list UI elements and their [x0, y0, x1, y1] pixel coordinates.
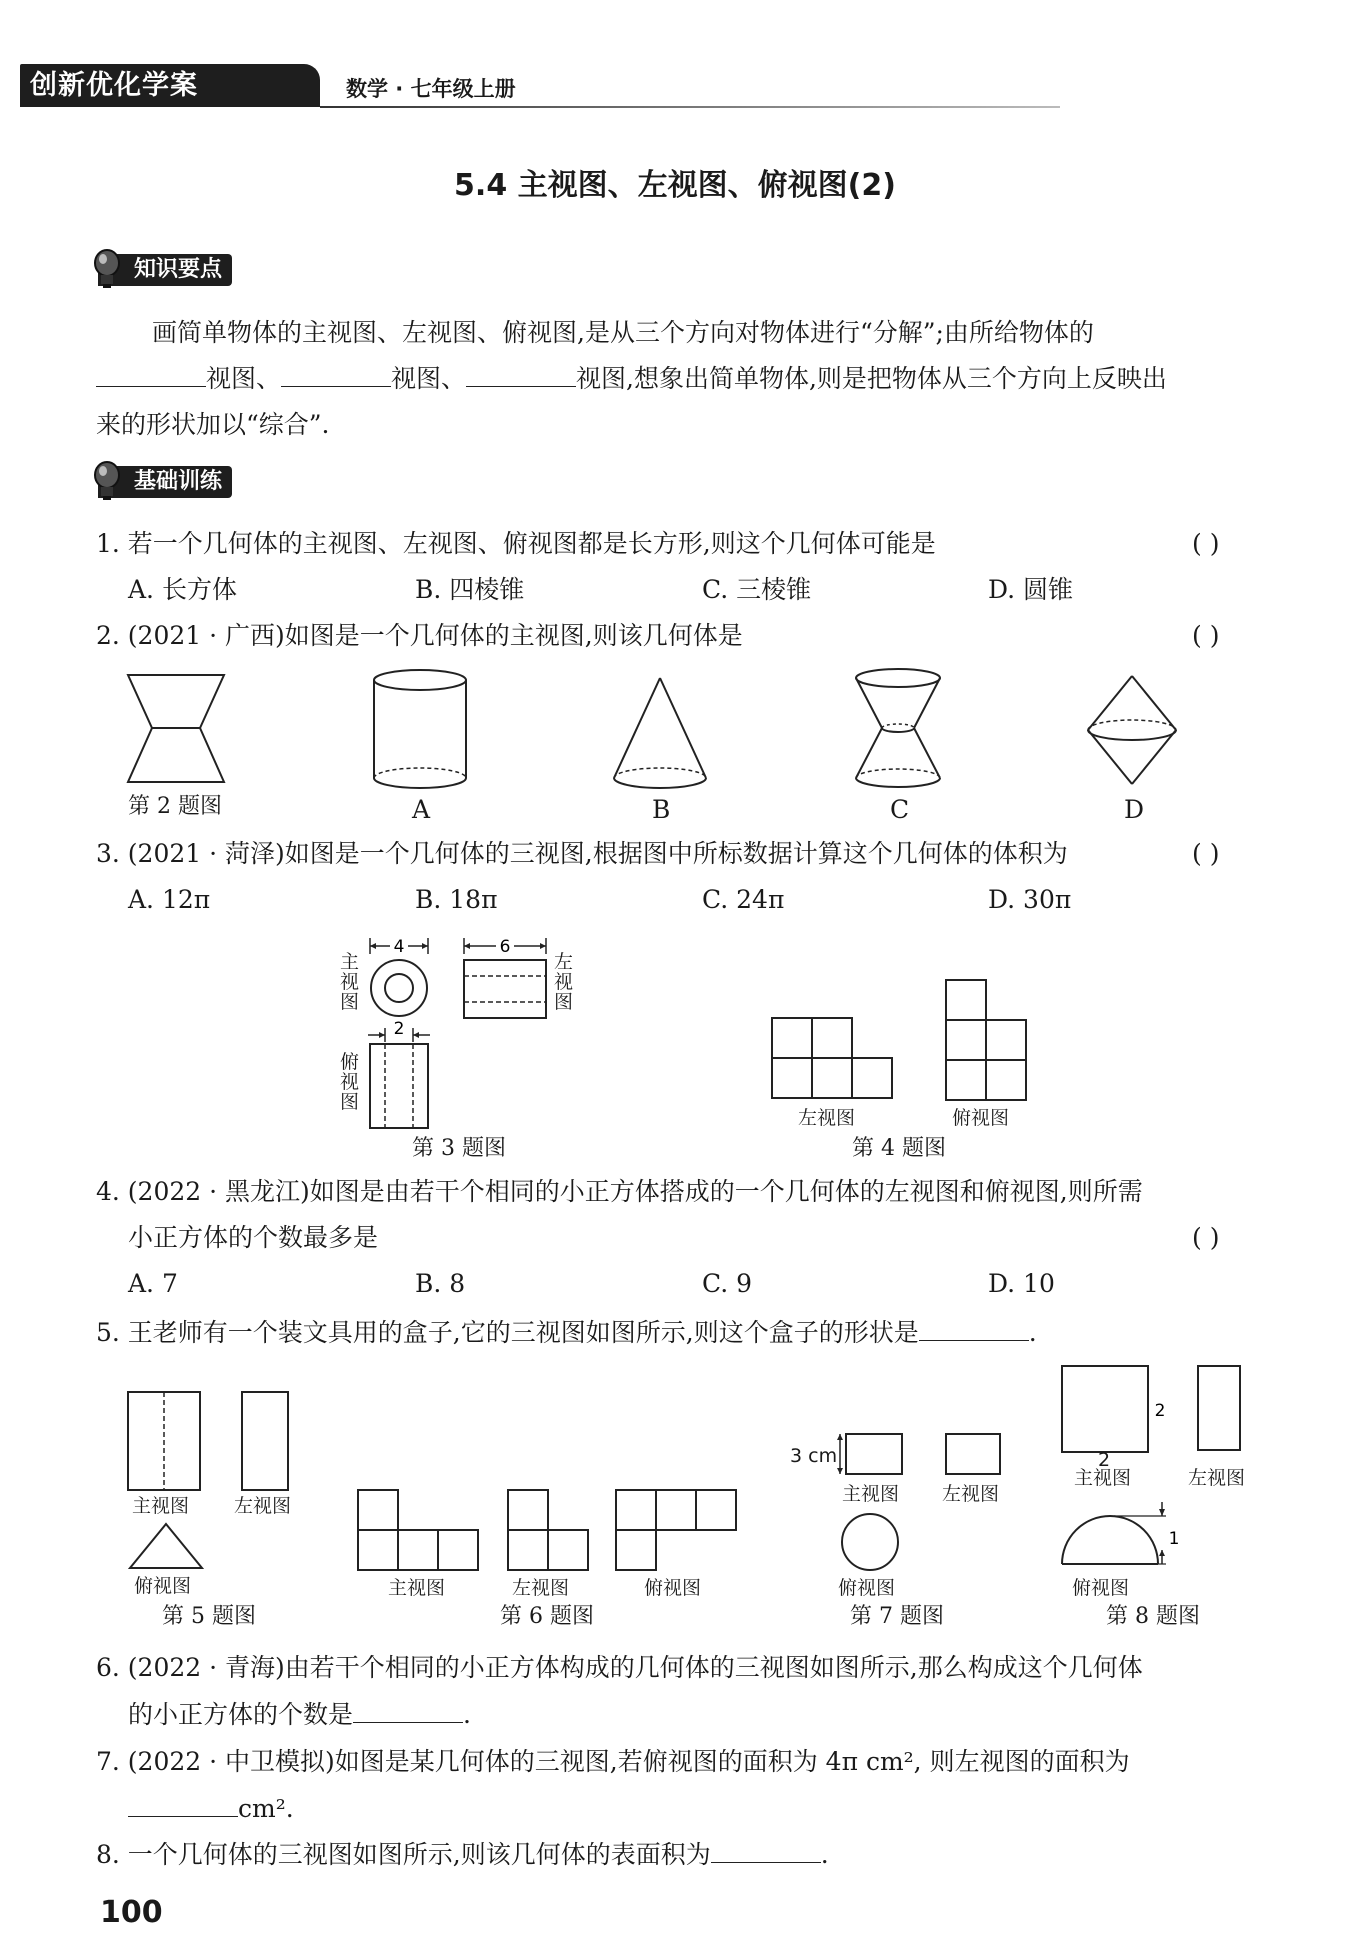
question-1-stem: 1. 若一个几何体的主视图、左视图、俯视图都是长方形,则这个几何体可能是 [96, 529, 936, 558]
question-8-text: 8. 一个几何体的三视图如图所示,则该几何体的表面积为 [96, 1840, 711, 1869]
q7-main-view-label: 主视图 [842, 1483, 900, 1505]
q8-top-view-label: 俯视图 [1072, 1577, 1130, 1599]
q6-top-view-label: 俯视图 [644, 1577, 702, 1599]
q2-front-view-figure [120, 670, 230, 790]
q2-option-d-double-cone [1084, 672, 1180, 788]
q3-top-view-figure [364, 1019, 434, 1132]
q3-top-view-label: 俯视图 [340, 1051, 360, 1113]
q8-main-view-label: 主视图 [1074, 1467, 1132, 1489]
answer-blank[interactable] [919, 1312, 1029, 1341]
q3-main-view-label: 主视图 [340, 951, 360, 1013]
q2-option-a-cylinder [370, 668, 470, 792]
q4-figure-caption: 第 4 题图 [852, 1136, 946, 1161]
q3-main-view-figure [364, 932, 434, 1022]
q3-dim-4: 4 [393, 937, 405, 957]
question-4-stem-line-2: 小正方体的个数最多是 [128, 1223, 379, 1252]
knowledge-text: 视图、 [206, 364, 282, 393]
question-8-tail: . [820, 1840, 829, 1869]
header-subject: 数学 · 七年级上册 [346, 77, 516, 101]
question-2-stem: 2. (2021 · 广西)如图是一个几何体的主视图,则该几何体是 [96, 621, 743, 650]
knowledge-line-2 [96, 356, 1276, 402]
q8-left-view-figure [1196, 1364, 1244, 1452]
answer-paren[interactable]: ( ) [1192, 1223, 1220, 1252]
q7-top-view-figure [840, 1512, 900, 1572]
q3-dim-2: 2 [393, 1019, 405, 1039]
section-tag-knowledge: 知识要点 [98, 254, 232, 286]
q8-dim-2-side: 2 [1154, 1401, 1166, 1421]
section-tag-basic: 基础训练 [98, 466, 232, 498]
knowledge-paragraph [96, 310, 1276, 448]
question-5-tail: . [1028, 1318, 1037, 1347]
question-6-tail: . [463, 1700, 471, 1729]
q4-top-view-figure [944, 978, 1028, 1102]
lightbulb-icon [92, 460, 120, 500]
q1-option-b: B. 四棱锥 [415, 575, 525, 604]
lightbulb-icon [92, 248, 120, 288]
header-underline-dark [20, 104, 320, 107]
answer-blank[interactable] [96, 358, 206, 387]
q2-option-c-double-frustum [852, 666, 944, 792]
q6-main-view-figure [356, 1488, 480, 1572]
q1-option-a: A. 长方体 [128, 575, 237, 604]
knowledge-line-1: 画简单物体的主视图、左视图、俯视图,是从三个方向对物体进行“分解”;由所给物体的 [152, 318, 1094, 347]
q5-main-view-label: 主视图 [132, 1495, 190, 1517]
knowledge-text: 视图,想象出简单物体,则是把物体从三个方向上反映出 [576, 364, 1167, 393]
question-6-text: 的小正方体的个数是 [128, 1700, 354, 1729]
q3-left-view-label: 左视图 [554, 951, 574, 1013]
header-rule [320, 106, 1060, 108]
answer-paren[interactable]: ( ) [1192, 839, 1220, 868]
page-number: 100 [100, 1895, 163, 1930]
q8-figure-caption: 第 8 题图 [1106, 1604, 1200, 1629]
q3-option-a: A. 12π [128, 885, 211, 914]
q2-option-b-cone [610, 674, 710, 792]
q7-dim-label: 3 cm [790, 1445, 838, 1467]
q6-main-view-label: 主视图 [388, 1577, 446, 1599]
q5-left-view-label: 左视图 [234, 1495, 292, 1517]
q2-figure-caption: 第 2 题图 [128, 794, 222, 819]
q5-figure-caption: 第 5 题图 [162, 1604, 256, 1629]
q8-left-view-label: 左视图 [1188, 1467, 1246, 1489]
q3-option-b: B. 18π [415, 885, 498, 914]
q1-option-c: C. 三棱锥 [702, 575, 812, 604]
q8-main-view-figure [1060, 1364, 1170, 1464]
q6-left-view-label: 左视图 [512, 1577, 570, 1599]
answer-paren[interactable]: ( ) [1192, 529, 1220, 558]
answer-blank[interactable] [353, 1694, 463, 1723]
q5-top-view-label: 俯视图 [134, 1575, 192, 1597]
q4-left-view-figure [770, 1016, 892, 1102]
q7-left-view-label: 左视图 [942, 1483, 1000, 1505]
q6-left-view-figure [506, 1488, 590, 1572]
q4-option-b: B. 8 [415, 1269, 466, 1298]
q2-label-b: B [652, 795, 671, 824]
q3-option-d: D. 30π [988, 885, 1072, 914]
q4-option-d: D. 10 [988, 1269, 1055, 1298]
answer-blank[interactable] [281, 358, 391, 387]
question-5-stem [96, 1312, 1037, 1353]
knowledge-line-3: 来的形状加以“综合”. [96, 410, 330, 439]
question-6-stem-line-1: 6. (2022 · 青海)由若干个相同的小正方体构成的几何体的三视图如图所示,那么构成这个几何体 [96, 1653, 1143, 1682]
q3-figure-caption: 第 3 题图 [412, 1136, 506, 1161]
q5-main-view-figure [126, 1390, 204, 1494]
q5-top-view-figure [128, 1522, 204, 1570]
question-5-text: 5. 王老师有一个装文具用的盒子,它的三视图如图所示,则这个盒子的形状是 [96, 1318, 919, 1347]
q8-dim-2-bottom: 2 [1098, 1449, 1111, 1471]
q8-dim-1: 1 [1168, 1529, 1180, 1549]
q6-figure-caption: 第 6 题图 [500, 1604, 594, 1629]
header-brand: 创新优化学案 [30, 70, 198, 101]
q3-dim-6: 6 [499, 937, 511, 957]
q7-figure-caption: 第 7 题图 [850, 1604, 944, 1629]
q2-label-d: D [1124, 795, 1145, 824]
q4-top-view-label: 俯视图 [952, 1107, 1010, 1129]
q1-option-d: D. 圆锥 [988, 575, 1074, 604]
q3-option-c: C. 24π [702, 885, 785, 914]
answer-paren[interactable]: ( ) [1192, 621, 1220, 650]
q2-label-a: A [412, 795, 431, 824]
question-3-stem: 3. (2021 · 菏泽)如图是一个几何体的三视图,根据图中所标数据计算这个几何体的体积为 [96, 839, 1068, 868]
question-6-stem-line-2 [128, 1694, 471, 1735]
q4-left-view-label: 左视图 [798, 1107, 856, 1129]
q8-top-view-figure [1058, 1500, 1184, 1570]
q6-top-view-figure [614, 1488, 738, 1572]
q3-left-view-figure [460, 932, 550, 1024]
knowledge-text: 视图、 [391, 364, 467, 393]
question-4-stem-line-1: 4. (2022 · 黑龙江)如图是由若干个相同的小正方体搭成的一个几何体的左视图和俯视图,则所需 [96, 1177, 1143, 1206]
answer-blank[interactable] [466, 358, 576, 387]
question-7-stem-line-2 [128, 1788, 294, 1829]
answer-blank[interactable] [128, 1788, 238, 1817]
q7-top-view-label: 俯视图 [838, 1577, 896, 1599]
q7-main-view-figure [834, 1430, 904, 1482]
answer-blank[interactable] [711, 1834, 821, 1863]
page-title: 5.4 主视图、左视图、俯视图(2) [454, 168, 896, 203]
q4-option-c: C. 9 [702, 1269, 753, 1298]
question-7-stem-line-1: 7. (2022 · 中卫模拟)如图是某几何体的三视图,若俯视图的面积为 4π cm², 则左视图的面积为 [96, 1747, 1130, 1776]
q5-left-view-figure [240, 1390, 290, 1494]
question-8-stem [96, 1834, 829, 1875]
q2-label-c: C [890, 795, 910, 824]
q4-option-a: A. 7 [128, 1269, 178, 1298]
question-7-unit: cm². [238, 1794, 294, 1823]
q7-left-view-figure [944, 1430, 1004, 1478]
